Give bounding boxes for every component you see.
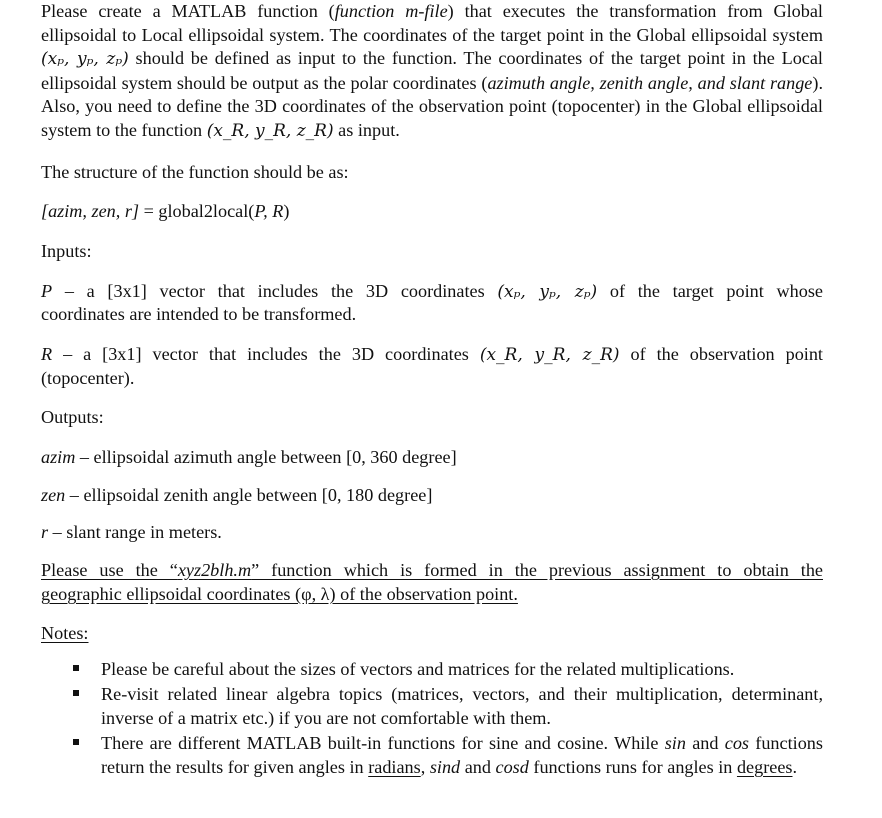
notes-label: Notes: bbox=[41, 623, 89, 643]
structure-label: The structure of the function should be as: bbox=[41, 162, 349, 182]
note-item: There are different MATLAB built-in functions for sine and cosine. While sin and cos functions return the results for given angles in radians, sind and cosd functions runs for angles in degrees. bbox=[41, 731, 823, 780]
note-item: Re-visit related linear algebra topics (matrices, vectors, and their multiplication, determinant, inverse of a matrix etc.) if you are not comfortable with them. bbox=[41, 682, 823, 731]
observation-point-coords: (x_R, y_R, z_R) bbox=[206, 120, 334, 141]
output-zen: zen – ellipsoidal zenith angle between [0, 180 degree] bbox=[41, 485, 433, 505]
input-r-line1: R – a [3x1] vector that includes the 3D coordinates (x_R, y_R, z_R) of the observation point bbox=[41, 344, 823, 365]
intro-paragraph: Please create a MATLAB function (function m-file) that executes the transformation from Global ellipsoidal to Local ellipsoidal system. The coordinates of the target point in the Global ellipsoidal system (xₚ, yₚ, zₚ) should be defined as input to the function. The coordinates of the target point in the Local ellipsoidal system should be output as the polar coordinates (azimuth angle, zenith angle, and slant range). Also, you need to define the 3D coordinates of the observation point (topocenter) in the Global ellipsoidal system to the function (x_R, y_R, z_R) as input. bbox=[41, 1, 823, 141]
notes-list bbox=[41, 657, 823, 780]
outputs-label: Outputs: bbox=[41, 407, 104, 427]
input-p-line2: coordinates are intended to be transformed. bbox=[41, 304, 357, 324]
inputs-label: Inputs: bbox=[41, 241, 92, 261]
xyz2blh-note-line1: Please use the “xyz2blh.m” function which is formed in the previous assignment to obtain the bbox=[41, 560, 823, 580]
bullet-icon bbox=[73, 665, 79, 671]
function-signature: [azim, zen, r] = global2local(P, R) bbox=[41, 201, 290, 221]
input-p-line1: P – a [3x1] vector that includes the 3D coordinates (xₚ, yₚ, zₚ) of the target point whose bbox=[41, 281, 823, 302]
xyz2blh-note-line2: geographic ellipsoidal coordinates (φ, λ) of the observation point. bbox=[41, 584, 518, 604]
output-azim: azim – ellipsoidal azimuth angle between [0, 360 degree] bbox=[41, 447, 457, 467]
note-item: Please be careful about the sizes of vectors and matrices for the related multiplications. bbox=[41, 657, 823, 682]
output-r: r – slant range in meters. bbox=[41, 522, 222, 542]
target-point-coords: (xₚ, yₚ, zₚ) bbox=[41, 49, 129, 69]
bullet-icon bbox=[73, 690, 79, 696]
input-r-line2: (topocenter). bbox=[41, 368, 135, 388]
bullet-icon bbox=[73, 739, 79, 745]
